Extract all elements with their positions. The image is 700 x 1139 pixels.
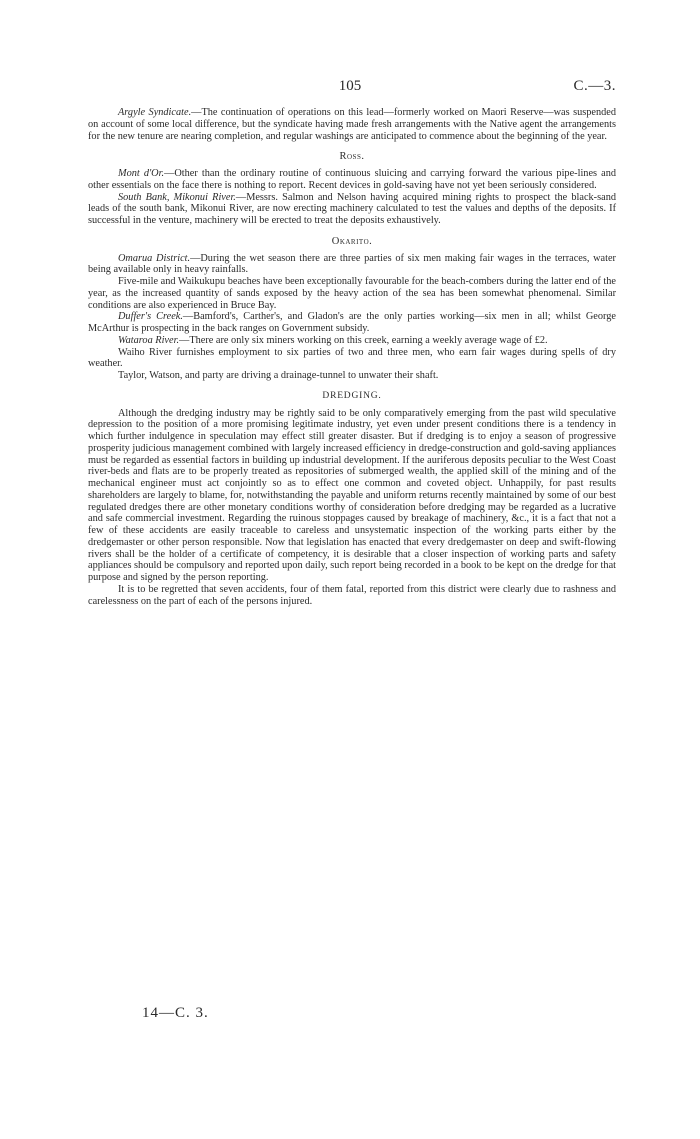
- paragraph-text: It is to be regretted that seven accidents, four of them fatal, reported from this district were clearly due to rashness and carelessness on the part of each of the persons injured.: [88, 583, 616, 607]
- paragraph-omarua-district: [88, 253, 616, 277]
- paragraph-dredging-industry: [88, 408, 616, 584]
- paragraph-taylor-watson: [88, 370, 616, 382]
- paragraph-lead: Omarua District.: [118, 252, 191, 264]
- paragraph-text: Taylor, Watson, and party are driving a drainage-tunnel to unwater their shaft.: [118, 370, 439, 381]
- paragraph-beaches: [88, 276, 616, 311]
- paragraph-text: Waiho River furnishes employment to six parties of two and three men, who earn fair wages during spells of dry weather.: [88, 346, 616, 370]
- section-heading-dredging: DREDGING.: [322, 390, 382, 401]
- document-reference: C.—3.: [573, 78, 616, 94]
- paragraph-text: Although the dredging industry may be rightly said to be only comparatively emerging from the past wild speculative depression to the position of a more promising legitimate industry, yet even under present conditions there is a tendency in which further indulgence in speculation may effect still greater disaster. But if dredging is to enjoy a season of progressive prosperity judicious management combined with largely increased efficiency in dredge-construction and gold-saving appliances must be regarded as essential factors in building up industrial development. If the auriferous deposits peculiar to the West Coast river-beds and flats are to be properly treated as repositories of submerged wealth, the applied skill of the mining and of the mechanical engineer must act conjointly so as to effect one common and coveted object. Unhappily, for past results shareholders are largely to blame, for, notwithstanding the payable and uniform returns recently maintained by some of our best regulated dredges there are other monetary conditions worthy of consideration before dredging may be regarded as a lucrative and safe commercial investment. Regarding the ruinous stoppages caused by breakage of machinery, &c., it is a fact that not a few of these accidents are easily traceable to careless and unsystematic inspection of the working parts either by the dredgemaster or other person responsible. Now that legislation has enacted that every dredgemaster on deep and swift-flowing rivers shall be the holder of a certificate of competency, it is desirable that a closer inspection of working parts and safety appliances should be compulsory and reported upon daily, such report being recorded in a book to be kept on the dredge for that purpose and signed by the person reporting.: [88, 407, 616, 583]
- footer-signature-ref: 14—C. 3.: [142, 1005, 209, 1021]
- paragraph-duffers-creek: [88, 311, 616, 335]
- paragraph-text: —The continuation of operations on this lead—formerly worked on Maori Reserve—was suspended on account of some local difference, but the syndicate having made fresh arrangements with the Native agent the arrangements for the new tenure are nearing completion, and regular washings are anticipated to commence about the beginning of the year.: [88, 107, 616, 142]
- paragraph-text: —Bamford's, Carther's, and Gladon's are the only parties working—six men in all; whilst George McArthur is prospecting in the back ranges on Government subsidy.: [88, 311, 616, 334]
- paragraph-lead: South Bank, Mikonui River.: [118, 191, 236, 203]
- paragraph-lead: Duffer's Creek.: [118, 311, 183, 323]
- paragraph-text: —Other than the ordinary routine of continuous sluicing and carrying forward the various pipe-lines and other essentials on the face there is nothing to report. Recent devices in gold-saving have not yet been seriously considered.: [88, 168, 616, 191]
- paragraph-argyle-syndicate: [88, 107, 616, 142]
- paragraph-wataroa-river: [88, 335, 616, 347]
- paragraph-text: —During the wet season there are three parties of six men making fair wages in the terraces, water being available only in heavy rainfalls.: [88, 252, 616, 276]
- paragraph-accidents: [88, 584, 616, 608]
- paragraph-text: Five-mile and Waikukupu beaches have been exceptionally favourable for the beach-combers during the latter end of the year, as the increased quantity of sands exposed by the heavy action of the sea has been somewhat phenomenal. Similar conditions are also experienced in Bruce Bay.: [88, 276, 616, 311]
- body-text: [88, 107, 616, 607]
- paragraph-text: —There are only six miners working on this creek, earning a weekly average wage of £2.: [179, 334, 548, 346]
- paragraph-lead: Argyle Syndicate.: [118, 107, 192, 118]
- page-number: 105: [338, 78, 362, 94]
- paragraph-text: —Messrs. Salmon and Nelson having acquired mining rights to prospect the black-sand leads of the south bank, Mikonui River, are now erecting machinery calculated to test the values and depths of the deposits. If successful in the venture, machinery will be erected to treat the deposits exhaustively.: [88, 191, 616, 226]
- paragraph-south-bank: [88, 192, 616, 227]
- paragraph-mont-dor: [88, 168, 616, 192]
- section-heading-ross: Ross.: [339, 151, 365, 163]
- paragraph-waiho-river: [88, 347, 616, 371]
- section-heading-okarito: Okarito.: [331, 235, 373, 247]
- paragraph-lead: Mont d'Or.: [118, 168, 165, 179]
- paragraph-lead: Wataroa River.: [118, 334, 180, 346]
